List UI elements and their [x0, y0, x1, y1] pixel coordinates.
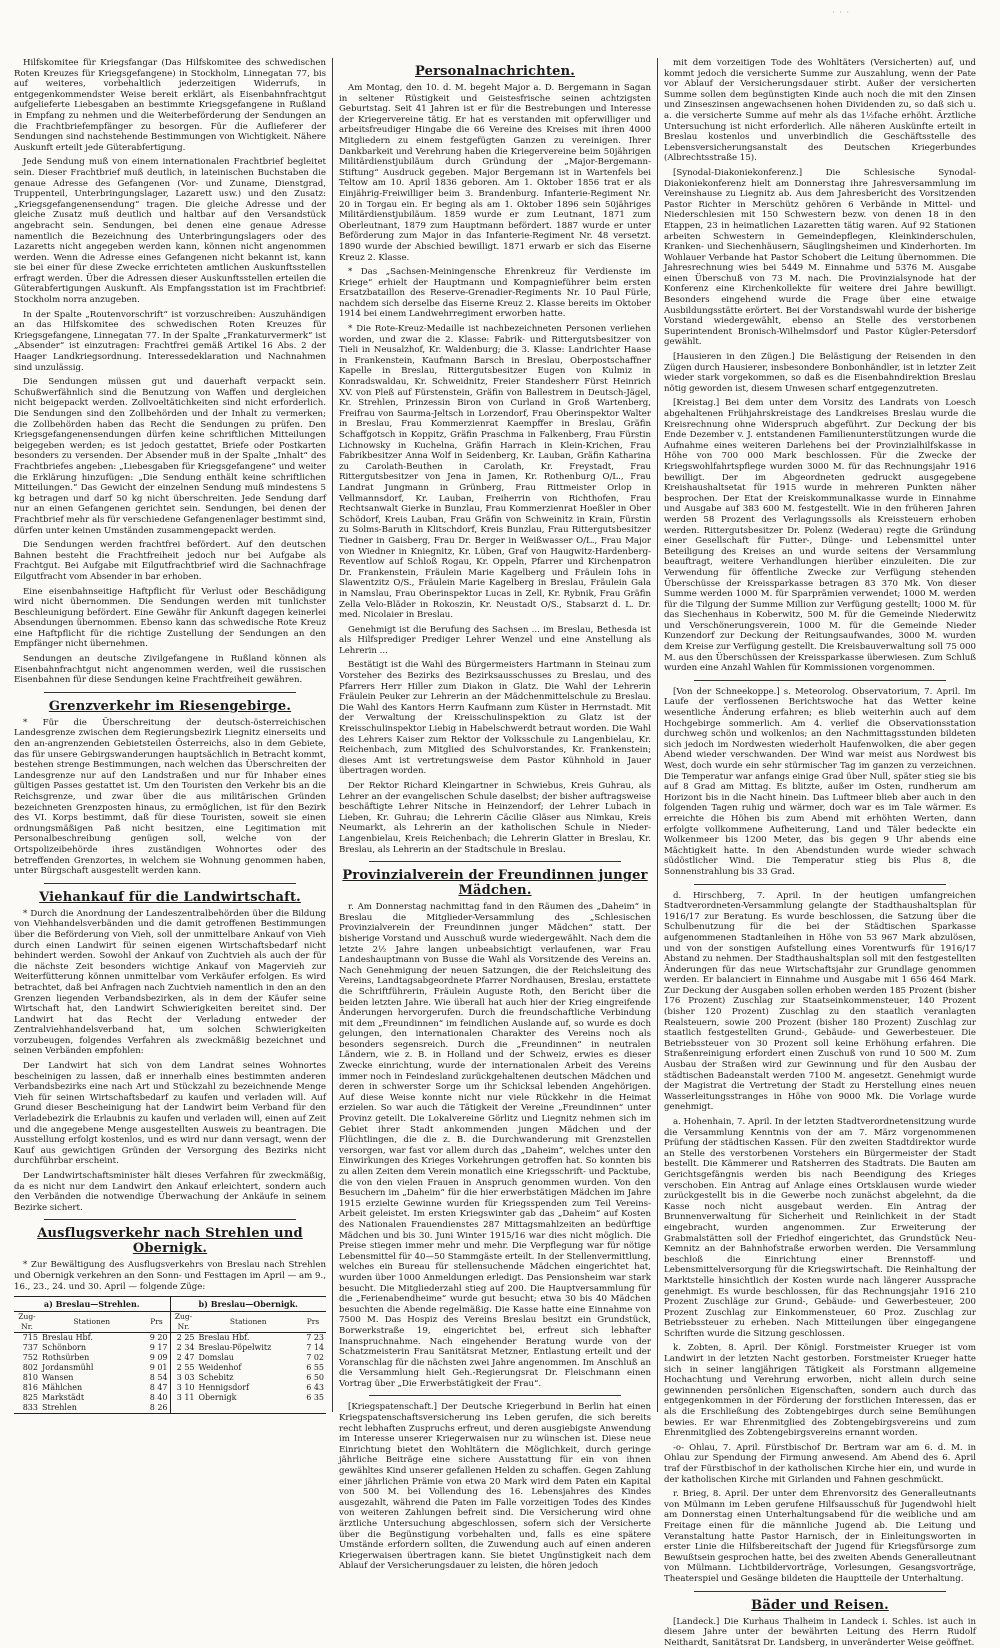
personal-paragraphs [339, 83, 651, 855]
departure-time: 7 14 [306, 1343, 324, 1353]
article-paragraph: -o- Ohlau, 7. April. Fürstbischof Dr. Bertram war am 6. d. M. in Ohlau zur Spendung der Firmung anwesend. Am Abend des 6. April traf der Fürstbischof in der katholischen Kirche hier ein, und wurde in der katholischen Kirche mit Girlanden und Fahnen geschmückt. [664, 1442, 976, 1485]
station-name: Markstädt [42, 1393, 85, 1403]
timetable-table [171, 1312, 327, 1403]
heading-ausflugsverkehr: Ausflugsverkehr nach Strehlen und Obernigk. [37, 1226, 303, 1257]
table-row [14, 1333, 170, 1344]
article-paragraph: Die Sendungen werden frachtfrei befördert. Auf den deutschen Bahnen besteht die Frachtfreiheit jedoch nur bei Aufgabe als Frachtgut. Bei Aufgabe mit Eilgutfrachtbrief wird die Sachnachfrage Eilgutfracht vom Absender in bar erhoben. [14, 540, 326, 582]
train-number: 3 10 [176, 1383, 195, 1393]
table-row [171, 1363, 327, 1373]
article-paragraph: * Zur Bewältigung des Ausflugsverkehrs von Breslau nach Strehlen und Obernigk verkehren an den Sonn- und Festtagen im April — am 9., 16., 23., 24. und 30. April — folgende Züge: [14, 1260, 326, 1292]
col-header: Zug-Nr. [14, 1312, 40, 1333]
hirsch-paragraphs [664, 891, 976, 1585]
train-number: 825 [22, 1393, 38, 1403]
article-paragraph: r. Brieg, 8. April. Der unter dem Ehrenvorsitz des Generalleutnants von Mülmann im Leben gerufene Hilfsausschuß für Jugendwohl hielt am Donnerstag einen Unterhaltungsabend für die weibliche und am Freitage einen für die männliche Jugend ab. Die Leitung und Veranstaltung hatte Pastor Harnisch, der in Einleitungsworten in erster Linie die Hilfsbereitschaft der Jugend für Kriegsfürsorge zum Bewußtsein gesprochen hatte, bei des zweiten Abends Generalleutnant von Mülmann. Lichtbildervorträge, Vorlesungen, Gesangsvorträge, Theaterspiel und Gesänge bildeten die Hauptteile der Unterhaltung. [664, 1489, 976, 1584]
departure-time: 6 55 [306, 1363, 324, 1373]
article-paragraph: [Kriegspatenschaft.] Der Deutsche Kriegerbund in Berlin hat einen Kriegspatenschaftsversicherung ins Leben gerufen, die sich bereits recht lebhaften Zuspruchs erfreut, und deren ausgiebigste Anwendung im Interesse unserer Kriegerwaisen nur zu wünschen ist. Diese neue Einrichtung bietet den Wohltätern die Möglichkeit, durch geringe jährliche Beiträge eine sichere Ausstattung für ein von ihnen gewähltes Kind unserer gefallenen Helden zu schaffen. Gegen Zahlung einer jährlichen Prämie von etwa 20 Mark wird dem Paten ein Kapital von 500 M. bei Vollendung des 16. Lebensjahres des Kindes ausgezahlt, während die Paten im Falle vorzeitigen Todes des Kindes von weiteren Zahlungen befreit sind. Die Versicherung wird ohne ärztliche Untersuchung abgeschlossen, sofern sich der Versicherte über die Begünstigung vorbehalten und, falls es eine spätere Umstände erfordern sollten, die Zuwendung auch auf einen anderen Kriegerwaisen übertragen kann. Sie bietet Ungünstigkeit nach dem Ablauf der Versicherungsdauer zu leisten, die hören jedoch [339, 1402, 651, 1572]
col-header: Zug-Nr. [171, 1312, 197, 1333]
baeder-paragraphs [664, 1617, 976, 1648]
article-paragraph: Der Rektor Richard Kleingartner in Schwiebus, Kreis Guhrau, als Lehrer an der evangelischen Schule daselbst; der bisher auftragsweise beschäftigte Lehrer Nitsche in Heinzendorf; der Lehrer Lubach in Lieben, Kr. Guhrau; die Lehrerin Cäcilie Gläser aus Nimkau, Kreis Neumarkt, als Lehrerin an der katholischen Schule in Nieder-Langenbielau, Kreis Reichenbach; die Lehrerin Glatter in Breslau, Kr. Breslau, als Lehrerin an der Stadtschule in Breslau. [339, 781, 651, 855]
vieh-paragraphs [14, 909, 326, 1214]
train-number: 802 [22, 1363, 38, 1373]
article-paragraph: Eine eisenbahnseitige Haftpflicht für Verlust oder Beschädigung wird nicht übernommen. Die Sendungen werden mit tunlichster Beschleunigung befördert. Eine Gewähr für Ankunft dagegen keinerlei Absendungen übernommen. Ebenso kann das schwedische Rote Kreuz eine Haftpflicht für die richtige Zustellung der Sendungen an den Empfänger nicht übernehmen. [14, 586, 326, 650]
table-row [171, 1353, 327, 1363]
train-number: 816 [22, 1383, 38, 1393]
train-timetable [14, 1296, 326, 1414]
article-paragraph: [Kreistag.] Bei dem unter dem Vorsitz des Landrats von Loesch abgehaltenen Frühjahrskreistage des Landkreises Breslau wurde die Kreisrechnung ohne Widerspruch abgeführt. Zur Deckung der bis Ende Dezember v. J. entstandenen Familienunterstützungen wurde die Aufnahme eines weiteren Darlehens bei der Provinzialhilfskasse in Höhe von 700 000 Mark beschlossen. Für die Zwecke der Kriegswohlfahrtspflege wurden 3000 M. für das Rechnungsjahr 1916 bewilligt. Der im Abgeordneten gedruckt ausgegebene Kreishaushaltsetat für 1915 wurde in mehreren Punkten näher besprochen. Der Etat der Kreiskommunalkasse wurde in Einnahme und Ausgabe auf 383 600 M. festgestellt. Wie in den früheren Jahren werden 58 Prozent des Verlagungssolls als Kreissteuern erhoben werden. Rittergutsbesitzer Dr. Polenz (Wederau) regte die Gründung einer Gesellschaft für Futter-, Dünge- und Lebensmittel unter Beteiligung des Kreises an und wurde seitens der Versammlung beauftragt, weitere Verhandlungen hierüber einzuleiten. Die zur Verwendung für öffentliche Zwecke zur Verfügung stehenden Überschüsse der Kreissparkasse betragen 83 370 Mk. Von dieser Summe werden 1000 M. für Sparprämien verwendet; 1000 M. werden für die Tilgung der Summe Million zur Verfügung gestellt; 1000 M. für das Siechenhaus in Koberwitz, 500 M. für die Gemeinde Niederwitz und Verschönerungsverein, 1000 M. für die Gemeinde Nieder Kunzendorf zur Deckung der Reitungsaufwandes, 3000 M. wurden dem Kreise zur Verfügung gestellt. Die Kreisbauverwaltung soll 75 000 M. aus den Überschüssen der Kreissparkasse überwiesen. Zum Schluß wurden eine Anzahl Wahlen für Kommissionen vorgenommen. [664, 398, 976, 674]
col1-paragraphs [14, 58, 326, 686]
station-name: Mählchen [42, 1383, 83, 1393]
article-paragraph: Der Landwirtschaftsminister hält dieses Verfahren für zweckmäßig, da es nicht nur dem Landwirt den Ankauf erleichtert, sondern auch den Verbänden die notwendige Überwachung der Ankäufe in seinem Bezirke sichert. [14, 1171, 326, 1213]
divider [44, 692, 296, 693]
departure-time: 8 47 [149, 1383, 168, 1393]
train-number: 810 [22, 1373, 38, 1383]
article-paragraph: Bestätigt ist die Wahl des Bürgermeisters Hartmann in Steinau zum Vorsteher des Bezirks des Bezirksausschusses zu Breslau, und des Pfarrers Herr Hiller zum Diakon in Glatz. Die Wahl der Lehrerin Fräulein Peuker zur Lehrerin an der Mädchenmittelschule zu Breslau. Die Wahl des Kantors Herrn Kaufmann zum Küster in Herrnstadt. Mit der Verwaltung der Kreisschulinspektion zu Glatz ist der Kreisschulinspektor Liebig in Habelschwerdt betraut worden. Die Wahl des Lehrers Kaiser zum Rektor der Volksschule zu Langenbielau, Kr. Reichenbach, zum Mitglied des Schulvorstandes, Kr. Frankenstein; dieses Amt ist vertretungsweise dem Pastor Kühnhold in Jauer übertragen worden. [339, 660, 651, 777]
article-paragraph: Jede Sendung muß von einem internationalen Frachtbrief begleitet sein. Dieser Frachtbrief muß deutlich, in lateinischen Buchstaben die genaue Adresse des Gefangenen (Vor- und Zuname, Dienstgrad, Truppenteil, Unterbringungslager, Lazarett usw.) und den Zusatz: „Kriegsgefangenensendung“ tragen. Die gleiche Adresse und der gleiche Zusatz muß deutlich und haltbar auf den Versandstück angebracht sein. Sendungen, bei denen eine genaue Adresse namentlich die Bezeichnung des Unterbringungslagers oder des Lazaretts nicht angegeben werden kann, können nicht angenommen werden. Wenn die Adresse eines Gefangenen nicht bekannt ist, kann sie bei einer für diese Zwecke errichteten amtlichen Auskunftsstellen erfragt werden. Über die Adressen dieser Auskunftsstellen erteilen die Güterabfertigungen Auskunft. Als Empfangsstation ist im Frachtbrief: Stockholm norra anzugeben. [14, 157, 326, 306]
station-name: Obernigk [198, 1393, 237, 1403]
heading-baeder: Bäder und Reisen. [751, 1597, 889, 1613]
table-row [171, 1343, 327, 1353]
departure-time: 6 35 [306, 1393, 324, 1403]
article-paragraph: * Das „Sachsen-Meiningensche Ehrenkreuz für Verdienste im Kriege“ erhielt der Hauptmann und Kompagnieführer beim ersten Ersatzbataillon des Reserve-Grenadier-Regiments Nr. 10 Paul Fürle, nachdem sich derselbe das Eiserne Kreuz 2. Klasse bereits im Oktober 1914 bei einem Landwehrregiment erworben hatte. [339, 267, 651, 320]
table-row [14, 1373, 170, 1383]
departure-time: 7 23 [306, 1333, 324, 1343]
col-header: Prs [144, 1312, 170, 1333]
divider [694, 884, 946, 885]
table-row [14, 1383, 170, 1393]
departure-time: 9 09 [149, 1353, 168, 1363]
article-paragraph: Am Montag, den 10. d. M. begeht Major a. D. Bergemann in Sagan in seltener Rüstigkeit und Geistesfrische seinen achtzigsten Geburtstag. Seit 41 Jahren ist er für die Bestrebungen und Interesse der Kriegervereine tätig. Er hat es verstanden mit opferwilliger und arbeitsfreudiger Hingabe die 66 Vereine des Kreises mit ihren 4000 Mitgliedern zu einem festgefügten Ganzen zu vereinigen. Ihrer Dankbarkeit und Verehrung haben die Kriegervereine beim 50jährigen Militärdienstjubiläum durch Gründung der „Major-Bergemann-Stiftung“ Ausdruck gegeben. Major Bergemann ist in Wartenfels bei Teltow am 10. April 1836 geboren. Am 1. Oktober 1856 trat er als Einjährig-Freiwilliger beim 3. Brandenburg. Infanterie-Regiment Nr. 20 in Torgau ein. Er beging als am 1. Oktober 1896 sein 50jähriges Militärdienstjubiläum. 1859 wurde er zum Leutnant, 1871 zum Oberleutnant, 1879 zum Hauptmann befördert. 1887 wurde er unter Beförderung zum Major in das Infanterie-Regiment Nr. 48 versetzt. 1890 wurde der Abschied bewilligt. 1871 erwarb er sich das Eiserne Kreuz 2. Klasse. [339, 83, 651, 263]
departure-time: 6 50 [306, 1373, 324, 1383]
timetable-obernigk [170, 1297, 327, 1413]
columns [8, 58, 982, 1648]
article-paragraph: [Hausieren in den Zügen.] Die Belästigung der Reisenden in den Zügen durch Hausierer, insbesondere Bonbonhändler, ist in letzter Zeit wieder stark vorgekommen, so daß es die Eisenbahndirektion Breslau nötig geworden ist, diesem Unwesen scharf entgegenzutreten. [664, 352, 976, 394]
col3-paragraphs [664, 58, 976, 674]
train-number: 715 [22, 1333, 38, 1343]
train-number: 2 47 [176, 1353, 195, 1363]
departure-time: 8 40 [149, 1393, 168, 1403]
station-name: Breslau-Pöpelwitz [198, 1343, 272, 1353]
table-row [171, 1383, 327, 1393]
table-row [171, 1373, 327, 1383]
article-paragraph: [Von der Schneekoppe.] s. Meteorolog. Observatorium, 7. April. Im Laufe der verflossenen Berichtswoche hat das Wetter keine wesentliche Änderung erfahren; es blieb weiterhin auch auf dem Hochgebirge sommerlich. Am 4. verlief die Observationsstation durchweg schön und wolkenlos; an den Nachmittagsstunden bildeten sich jedoch im Nordwesten wiederholt Haufenwolken, die aber gegen Abend wieder verschwanden. Der Wind war meist aus Nordwest bis West, doch wurde ein sehr stürmischer Tag im ganzen zu verzeichnen. Die Temperatur war anfangs einige Grad über Null, später stieg sie bis auf 8 Grad am Mittag. Es blitzte, außer im Osten, rundherum am Horizont bis in die Nacht hinein. Das Luftmeer blieb aber auch in den folgenden Tagen ruhig und wärmer, doch war es im Tale wärmer. Es erreichte die Höhen bis zum Abend mit erhöhten Werten, dann erfolgte vollkommene Aufheiterung, Land und Täler bedeckte ein Wolkenmeer bis 1200 Meter, das bis gegen 9 Uhr abends eine Mächtigkeit hatte. In den Abendstunden wurde wieder schwach südöstlicher Wind. Die Temperatur stieg bis Plus 8, die Sonnenstrahlung bis 33 Grad. [664, 686, 976, 877]
article-paragraph: * Durch die Anordnung der Landeszentralbehörden über die Bildung von Viehhandelsverbänden und die damit getroffenen Bestimmungen über die Beförderung von Vieh, soll der unmittelbare Ankauf von Vieh durch einen Landwirt für seinen eigenen Wirtschaftsbedarf nicht behindert werden. Sowohl der Ankauf von Zuchtvieh als auch der für die nächste Zeit besonders wichtige Ankauf von Magervieh zur Weiterfütterung können unmittelbar vom Verkäufer erfolgen. Es wird betrachtet, daß bei Anfragen nach Zuchtvieh namentlich in den an den Grenzen liegenden Verbandsbezirken, als in dem der Käufer seine Wirtschaft hat, den Landwirt Schwierigkeiten bereitet sind. Der Landwirt hat das Recht der Verladung entweder der Zentralviehhandelsverband hat, um solchen Schwierigkeiten vorzubeugen, folgendes Verfahren als zweckmäßig bezeichnet und seinen Verbänden empfohlen: [14, 908, 326, 1057]
table-row [171, 1333, 327, 1344]
article-paragraph: d. Hirschberg, 7. April. In der heutigen umfangreichen Stadtverordneten-Versammlung gelangte der Stadthaushaltsplan für 1916/17 zur Beratung. Es wurde beschlossen, die Satzung über die Schulbenutzung für die bei der Städtischen Sparkasse aufgenommenen Stadtanleihen in Höhe von 53 967 Mark abzulösen, und von der sonstigen Aufstellung eines Vorentwurfs für 1916/17 Abstand zu nehmen. Der Stadthaushaltsplan soll mit den festgestellten Änderungen für das neue Wirtschaftsjahr zur Grundlage genommen werden. Er balanciert in Einnahme und Ausgabe mit 1 656 464 Mark. Zur Deckung der Ausgaben sollen erhoben werden 185 Prozent (bisher 176 Prozent) Zuschlag zur Staatseinkommensteuer, 140 Prozent (bisher 120 Prozent) Zuschlag zu den staatlich veranlagten Realsteuern, sowie 200 Prozent (bisher 180 Prozent) Zuschlag zur staatlich festgestellten Grund-, Gebäude- und Gewerbesteuer. Die Betriebssteuer von 30 Prozent soll keine Erhöhung erfahren. Die Straßenreinigung erfordert einen Zuschuß von rund 10 500 M. Zum Ausbau der Straßen wird zur Gewinnung und für den Ausbau der städtischen Badeanstalt werden 7100 M. angesetzt. Genehmigt wurde der Magistrat die Vertretung der Stadt zu Herstellung eines neuen Wasserleitungsstranges in Höhe von 9000 Mk. Die Vorlage wurde genehmigt. [664, 890, 976, 1113]
column-3 [657, 58, 982, 1648]
article-paragraph: [Landeck.] Die Kurhaus Thalheim in Landeck i. Schles. ist auch in diesem Jahre unter der bewährten Leitung des Herrn Rudolf Neithardt, Sanitätsrat Dr. Landsberg, in unveränderter Weise geöffnet. [664, 1616, 976, 1648]
article-paragraph: a. Hohenhain, 7. April. In der letzten Stadtverordnetensitzung wurde die Versammlung Kenntnis von der am 7. März vorgenommenen Prüfung der städtischen Kassen. Für den zweiten Stadtdirektor wurde an Stelle des verstorbenen Vorstehers ein Bürgermeister der Stadt bestellt. Die Kämmerer und Ratsherren des Stadtrats. Die Bauten am Gerichtsgefängnis werden bis nach Beendigung des Krieges verschoben. Ein Antrag auf Anlage eines Ortsklausen wurde wieder zurückgestellt bis in die Gewerbe noch zunächst abgelehnt, da die Kasse noch nicht ausgebaut werden. Ein Antrag der Brunnenverwaltung für Sicherheit und Reinlichkeit in der Stadt eingebracht, wurden angenommen. Zur Erweiterung der Grabmalstätten soll der Friedhof eingerichtet, das Grundstück Neu-Kemnitz an der Bahnhofstraße erworben werden. Die Versammlung beschloß die Einrichtung einer Brennstoff- und Lebensmittelversorgung für die Kriegswirtschaft. Die Reinhaltung der Marktstelle hinsichtlich der Kosten wurde nach längerer Aussprache genehmigt. Es wurde beschlossen, für das Rechnungsjahr 1916 210 Prozent Zuschläge zur Grund-, Gebäude- und Gewerbesteuer, 200 Prozent Zuschlag zur Einkommensteuer, 60 Proz. Zuschlag zur Betriebssteuer zu erheben. Nach Mitteilungen über eingegangene Schriften wurde die Sitzung geschlossen. [664, 1117, 976, 1339]
col-header: Stationen [197, 1312, 301, 1333]
divider [44, 1219, 296, 1220]
article-paragraph: r. Am Donnerstag nachmittag fand in den Räumen des „Daheim“ in Breslau die Mitglieder-Versammlung des „Schlesischen Provinzialverein der Freundinnen junger Mädchen“ statt. Der bisherige Vorstand und Ausschuß wurde wiedergewählt. Nach dem die letzte 2½ Jahre langen unbeabsichtigt verlaufenen, war Frau Landeshauptmann von Busse die Wahl als Vorsitzende des Vereins an. Nach Genehmigung der neuen Satzungen, die der Reichsleitung des Vereins, Landtagsabgeordnete Pfarrer Nordhausen, Breslau, erstattete die Schriftführerin, Fräulein Auguste Roth, den Bericht über die beiden letzten Jahre. Wie überall hat auch hier der Krieg eingreifende Änderungen hervorgerufen. Durch die freundschaftliche Verbindung mit dem „Freundinnen“ im feindlichen Auslande auf, so wurde es doch gelungen, den internationalen Charakter des Vereins noch als besonders segensreich. Durch die „Freundinnen“ in neutralen Ländern, wie z. B. in Holland und der Schweiz, erwies es dieser Zwecke einrichtung, wurde der internationalen Arbeit des Vereins immer noch in Feindesland zurückgehaltenen deutschen Mädchen und deren in schwerster Sorge um ihr Schicksal lebenden Angehörigen. Auf diese Weise konnte nicht nur viele Rückkehr in die Heimat erzielen. So war auch die Tätigkeit der Vereine „Freundinnen“ unter Provinz geteilt. Die Lokalvereine Görlitz und Liegnitz nehmen sich im Gebiet ihrer Stadt ankommenden jungen Mädchen und der Flüchtlingen, die die z. B. die Durchwanderung mit Grenzstellen versorgen, war fast vor allem durch das „Daheim“, welches unter den Einwirkungen des Krieges Vorkehrungen getroffen hat. So konnten bis zu allen Zeiten dem Verein monatlich eine Kriegsschrift- und Packtube, die von den vielen Frauen in Anspruch genommen wurden. Von den Besuchern im „Daheim“ für die hier erwerbstätigen Mädchen im Jahre 1915 erzielte Gewinne wurden für Kriegsspenden zum Teil Vereins-Arbeit geleistet. Im ersten Kriegswinter gab das „Daheim“ auf Kosten des Nationalen Frauendienstes 287 Mittagsmahlzeiten an bedürftige Mädchen und bis 30. Juni Winter 1915/16 war dies nicht möglich. Die Preise stiegen immer mehr und mehr. Die Verpflegung war für nötige Lebensmittel für 40—50 Stammgäste erteilt. In der Stellenvermittlung, welches ein Bureau für stellensuchende Mädchen eingerichtet hat, wurden über 1000 Anmeldungen erledigt. Das Pensionsheim war stark besucht. Die Mitgliederzahl stieg auf 200. Die Hauptversammlung für die „Ferienabendheime“ wurde gut besucht; etwa 30 bis 40 Mädchen besuchten die Abende regelmäßig. Die Kasse hatte eine Einnahme von 7500 M. Das Hospiz des Vereins Breslau besitzt ein Grundstück, Borwerkstraße 19, eingerichtet bei, erfreut sich lebhafter Inanspruchnahme. Nach eingehender Beratung wurde von der Schatzmeisterin Frau Sanitätsrat Metzner, Entlastung erteilt und der Voranschlag für die nächsten zwei Jahre angenommen. Im Anschluß an die Versammlung hielt Geh.-Regierungsrat Dr. Fleischmann einen Vortrag über „Die Erwerbstätigkeit der Frau“. [339, 902, 651, 1389]
wetter-paragraphs [664, 687, 976, 878]
article-paragraph: k. Zobten, 8. April. Der Königl. Forstmeister Krueger ist vom Landwirt in der letzten Nacht gestorben. Forstmeister Krueger hatte sich in seiner langjährigen Tätigkeit als Forstmann allgemeine Hochachtung und Verehrung erworben, nicht allein durch seine gewinnenden persönlichen Eigenschaften, sondern auch durch das entgegenkommen in der Förderung der forstlichen Interessen, das er als die Erschließung des Zobtengebirges durch seine Bemühungen bewies. Er war Ehrenmitglied des Zobtengebirgsvereins und zum Ehrenmitglied des Zobtengebirgsvereins ernannt worden. [664, 1343, 976, 1439]
divider [369, 861, 621, 862]
article-paragraph: * Für die Überschreitung der deutsch-österreichischen Landesgrenze zwischen dem Regierungsbezirk Liegnitz einerseits und den an-angrenzenden Gebietsteilen Österreichs, also in dem Gebiete, das für unsere Gebirgswanderungen hauptsächlich in Betracht kommt, bestehen strenge Bestimmungen, nach welchen das Überschreiten der Landesgrenze nur auf den Landstraßen und nur für Inhaber eines gültigen Passes gestattet ist. Um den Touristen den Verkehr bis an die Reichsgrenze, und zwar über die aus militärischen Gründen bezeichneten Grenzposten hinaus, zu ermöglichen, ist für den Bezirk des VI. Korps bestimmt, daß für diese Touristen, soweit sie einen ordnungsmäßigen Paß nicht besitzen, eine Legitimation mit Personalbeschreibung genügen soll, welche von der Ortspolizeibehörde ihres zuständigen Wohnortes oder des betreffenden Grenzortes, in welchem sie Wohnung genommen haben, unter Bürgschaft ausgestellt werden kann. [14, 717, 326, 877]
grenz-paragraphs [14, 718, 326, 877]
article-paragraph: Hilfskomitee für Kriegsfangar (Das Hilfskomitee des schwedischen Roten Kreuzes für Kriegsgefangene) in Stockholm, Linnegatan 77, bis auf weiteres, vorbehaltlich jederzeitigen Widerrufs, in entgegenkommendster Weise bereit erklärt, als Eisenbahnfrachtgut aufgelieferte Liebesgaben an bestimmte Kriegsgefangene in Rußland in Empfang zu nehmen und die Weiterbeförderung der Sendungen an die Frachtbriefempfänger zu besorgen. Für die Auflieferer der Sendungen sind nachstehende Bestimmungen von Wichtigkeit. Nähere Auskunft erteilt jede Güterabfertigung. [14, 58, 326, 153]
train-number: 2 34 [176, 1343, 195, 1353]
article-paragraph: Sendungen an deutsche Zivilgefangene in Rußland können als Eisenbahnfrachtgut nicht angenommen werden, weil die russischen Eisenbahnen für diese Sendungen keine Frachtfreiheit gewähren. [14, 654, 326, 686]
departure-time: 6 43 [306, 1383, 324, 1393]
krieg-paragraphs [339, 1402, 651, 1572]
table-row [14, 1363, 170, 1373]
page-edge-mark: · · · [832, 8, 850, 17]
table-row [14, 1403, 170, 1413]
column-2 [332, 58, 657, 1572]
heading-grenzverkehr: Grenzverkehr im Riesengebirge. [48, 698, 292, 714]
heading-freundinnen: Provinzialverein der Freundinnen junger Mädchen. [342, 868, 648, 899]
heading-viehankauf: Viehankauf für die Landwirtschaft. [39, 889, 301, 905]
col-header: Stationen [40, 1312, 144, 1333]
departure-time: 9 20 [149, 1333, 168, 1343]
departure-time: 9 01 [149, 1363, 168, 1373]
train-number: 737 [22, 1343, 38, 1353]
freund-paragraphs [339, 902, 651, 1389]
departure-time: 9 17 [149, 1343, 168, 1353]
article-paragraph: Genehmigt ist die Berufung des Sachsen ... im Breslau, Bethesda ist als Hilfsprediger Prediger Lehrer Wenzel und eine Anstellung als Lehrerin ... [339, 624, 651, 656]
departure-time: 8 54 [149, 1373, 168, 1383]
station-name: Strehlen [42, 1403, 77, 1413]
heading-personalnachrichten: Personalnachrichten. [415, 64, 575, 79]
table-row [171, 1393, 327, 1403]
divider [694, 680, 946, 681]
article-paragraph: In der Spalte „Routenvorschrift“ ist vorzuschreiben: Auszuhändigen an das Hilfskomitee des schwedischen Roten Kreuzes für Kriegsgefangene, Linnegatan 77. In der Spalte „Frankaturvermerk“ ist „Absender“ ist einzutragen: Frachtfrei gemäß Artikel 16 Abs. 2 der Haager Landkriegsordnung. Interessedeklaration und Nachnahmen sind unzulässig. [14, 309, 326, 373]
table-row [14, 1393, 170, 1403]
timetable-title: a) Breslau—Strehlen. [14, 1297, 170, 1312]
station-name: Schebitz [198, 1373, 234, 1383]
train-number: 2 25 [176, 1333, 195, 1343]
col-header: Prs [300, 1312, 326, 1333]
timetable-strehlen [14, 1297, 170, 1413]
station-name: Breslau Hbf. [42, 1333, 93, 1343]
table-row [14, 1353, 170, 1363]
divider [369, 1395, 621, 1396]
station-name: Wansen [42, 1373, 74, 1383]
departure-time: 8 26 [149, 1403, 168, 1413]
train-number: 3 03 [176, 1373, 195, 1383]
station-name: Hennigsdorf [198, 1383, 250, 1393]
timetable-title: b) Breslau—Obernigk. [171, 1297, 327, 1312]
article-paragraph: [Synodal-Diakoniekonferenz.] Die Schlesische Synodal-Diakoniekonferenz hielt am Donnerstag ihre Jahresversammlung im Vereinshause zu Liegnitz ab. Aus dem Jahresbericht des Vorsitzenden Pastor Richter in Merschütz gehören 6 Verbände in Mittel- und Niederschlesien mit 150 Schwestern bezw. von denen 18 in den Etappen, 23 in heimatlichen Lazaretten tätig waren. Auf 92 Stationen arbeiten Schwestern in Gemeindepflegen, Kleinkinderschulen, Kranken- und Siechenhäusern, Säuglingsheimen und Kinderhorten. Im Wohlauer Verbande hat Pastor Schobert die Leitung übernommen. Die Jahresrechnung wies bei 5449 M. Einnahme und 5376 M. Ausgabe einen Überschuß von 73 M. nach. Die Provinzialsynode hat der Konferenz eine Kirchenkollekte für weitere drei Jahre bewilligt. Besonders eingehend wurde die Frage über eine etwaige Ausbildungsstätte erörtert. Bei der Vorstandswahl wurde der bisherige Vorstand wiedergewählt, ebenso an Stelle des verstorbenen Superintendent Bronisch-Wilhelmsdorf und Pastor Kügler-Petersdorf gewählt. [664, 167, 976, 348]
timetable-table [14, 1312, 170, 1413]
divider [694, 1591, 946, 1592]
article-paragraph: mit dem vorzeitigen Tode des Wohltäters (Versicherten) auf, und kommt jedoch die versicherte Summe zur Auszahlung, wenn der Pate vor Ablauf der Versicherungsdauer stirbt. Außer der versicherten Summe sollen dem begünstigten Kinde auch noch die mit den Zinsen und Zinseszinsen angewachsenen hohen Dividenden zu, so daß sich u. a. die versicherte Summe auf mehr als das 1½fache erhöht. Ärztliche Untersuchung ist nicht erforderlich. Alle näheren Auskünfte erteilt in Breslau kostenlos und unverbindlich die Geschäftsstelle des Lebensversicherungsanstalt des Deutschen Kriegerbundes (Albrechtsstraße 15). [664, 58, 976, 164]
station-name: Schönborn [42, 1343, 86, 1353]
station-name: Domslau [198, 1353, 234, 1363]
train-number: 752 [22, 1353, 38, 1363]
train-number: 833 [22, 1403, 38, 1413]
train-number: 3 11 [176, 1393, 195, 1403]
ausflug-paragraphs [14, 1260, 326, 1292]
station-name: Weidenhof [198, 1363, 242, 1373]
station-name: Breslau Hbf. [198, 1333, 250, 1343]
train-number: 2 55 [176, 1363, 195, 1373]
table-row [14, 1343, 170, 1353]
station-name: Jordansmühl [42, 1363, 94, 1373]
station-name: Rothsürben [42, 1353, 90, 1363]
article-paragraph: Der Landwirt hat sich von dem Landrat seines Wohnortes bescheinigen zu lassen, daß er innerhalb eines bestimmten anderen Verbandsbezirks eine nach Art und Stückzahl zu bezeichnende Menge Vieh für seinen Wirtschaftsbedarf zu kaufen und verladen will. Auf Grund dieser Bescheinigung hat der Landwirt beim Verband für den Verladebezirk die Erlaubnis zu kaufen und verladen will, einen auf Zeit und die angegebene Menge ausgestellten Ausweis zu beantragen. Die Ausstellung erfolgt kostenlos, und es wird nur dann versagt, wenn der Kauf aus gewichtigen Gründen der Versorgung des Bezirks nicht durchführbar erscheint. [14, 1061, 326, 1167]
column-1 [8, 58, 332, 1412]
divider [44, 883, 296, 884]
article-paragraph: * Die Rote-Kreuz-Medaille ist nachbezeichneten Personen verliehen worden, und zwar die 2. Klasse: Fabrik- und Rittergutsbesitzer von Tieli in Neusalzhof, Kr. Waldenburg; die 3. Klasse: Landrichter Haase in Frankenstein, Kaufmann Barsch in Breslau, Oberpostschaffner Kapelle in Breslau, Rittergutsbesitzer Eugen von Kulmiz in Konradswaldau, Kr. Schweidnitz, Freier Standesherr Fürst Heinrich XV. von Pleß auf Fürstenstein, Gräfin von Ballestrem in Deutsch-Jägel, Kr. Strehlen, Prinzessin Biron von Curland in Groß Wartenberg, Freifrau von Saurma-Jeltsch in Lorzendorf, Frau Oberinspektor Walter in Breslau, Frau Kommerzienrat Kaempffer in Breslau, Gräfin Schaffgotsch in Koppitz, Gräfin Praschma in Falkenberg, Frau Fürstin Lichnowsky in Kuchelna, Gräfin Harrach in Klein-Krichen, Frau Fabrikbesitzer Anna Wolf in Seidenberg, Kr. Lauban, Gräfin Katharina zu Carolath-Beuthen in Carolath, Kr. Freystadt, Frau Rittergutsbesitzer von Jena in Jamen, Kr. Rothenburg O/L., Frau Landrat Jungmann in Grünberg, Frau Rittmeister Orlop in Vellmannsdorf, Kr. Lauban, Freiherrin von Richthofen, Frau Rechtsanwalt Gierke in Bunzlau, Frau Kommerzienrat Hoeßler in Ober Schödorf, Kreis Lauban, Frau Gräfin von Schweinitz in Krain, Fürstin zu Solms-Baruth in Klitschdorf, Kreis Bunzlau, Frau Rittergutsbesitzer Tiedner in Gaisberg, Frau Dr. Berger in Weißwasser O/L., Frau Major von Wiedner in Kniegnitz, Kr. Lüben, Graf von Haugwitz-Hardenberg-Reventlow auf Schloß Rogau, Kr. Oppeln, Pfarrer und Kirchenpatron Dr. Frankenstein, Fräulein Marie Kagelberg und Fräulein Iohs in Slawentzitz O/S., Fräulein Marie Kagelberg in Breslau, Fräulein Gala in Namslau, Frau Oberinspektor Lucas in Zell, Kr. Rybnik, Frau Gräfin Zella Velo-Bläder in Rokoszin, Kr. Neustadt O/S., Stabsarzt d. L. Dr. med. Nicolaier in Breslau. [339, 324, 651, 621]
article-paragraph: Die Sendungen müssen gut und dauerhaft verpackt sein. Schußwerfähnlich sind die Benutzung von Waffen und dergleichen nicht beigepackt werden. Zollvoeltätichkeiten sind nicht erforderlich. Die Sendungen sind den Zollbehörden und der Inhalt zu vermerken; die Zollbehörden haben das Recht die Sendungen zu prüfen. Den Kriegsgefangenensendungen dürfen keine schriftlichen Mitteilungen beigegeben werden; es ist jedoch gestattet, Briefe oder Postkarten besonders zu versenden. Der Absender muß in der Spalte „Inhalt“ des Frachtbriefes angeben: „Liebesgaben für Kriegsgefangene“ und weiter die Erklärung hinzufügen: „Die Sendung enthält keine schriftlichen Mitteilungen.“ Das Gewicht der einzelnen Sendung muß mindestens 5 kg betragen und darf 50 kg nicht überschreiten. Jede Sendung darf nur an einen Gefangenen gerichtet sein. Sendungen, bei denen der Frachtbrief mehr als für verschiedene Gefangenenlager bestimmt sind, dürfen unter keinen Umständen zusammengepackt werden. [14, 377, 326, 536]
departure-time: 7 02 [306, 1353, 324, 1363]
